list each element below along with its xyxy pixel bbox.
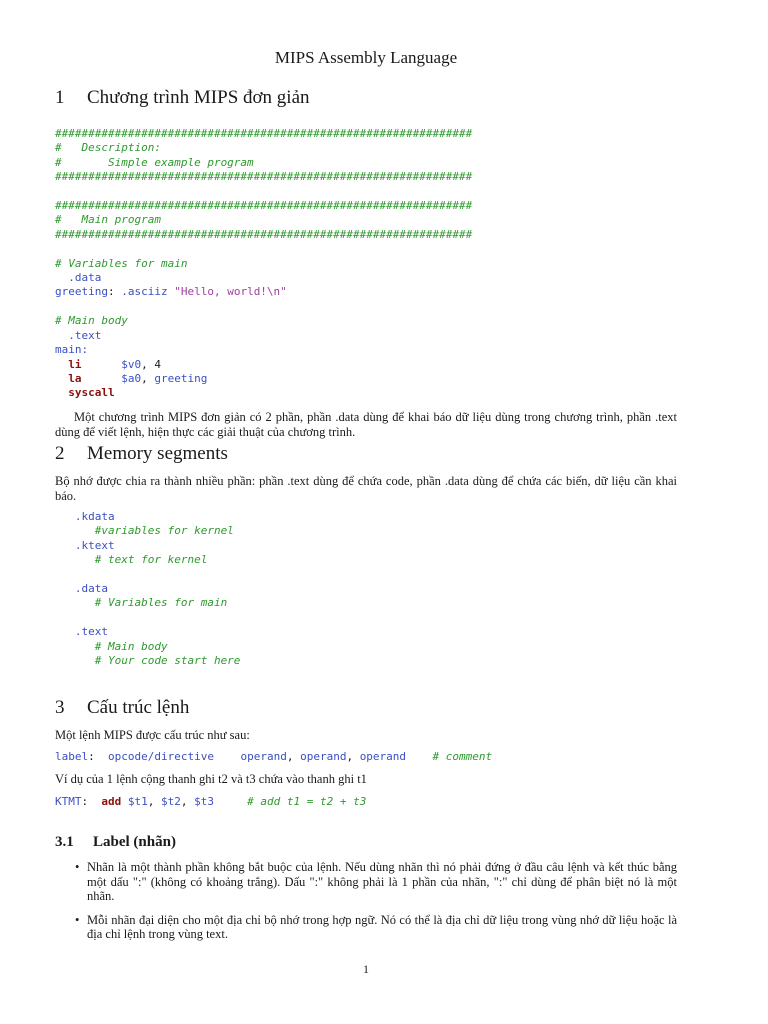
code-line-example: KTMT: add $t1, $t2, $t3 # add t1 = t2 + t3 (55, 795, 367, 808)
code-directive: .ktext (55, 538, 115, 552)
section-number: 1 (55, 87, 65, 108)
code-register: $a0 (121, 371, 142, 385)
section-1-heading (55, 87, 310, 109)
section-2-heading (55, 443, 228, 465)
section-title: Chương trình MIPS đơn giản (87, 87, 310, 108)
code-block-memory-segments (55, 510, 240, 668)
code-comment: #variables for kernel (55, 524, 234, 538)
code-comment: # Main body (55, 639, 168, 653)
paragraph-instruction-structure: Một lệnh MIPS được cấu trúc như sau: (55, 728, 250, 742)
bullet-icon: • (75, 860, 80, 874)
code-instruction: la (55, 371, 82, 385)
section-number: 2 (55, 443, 65, 464)
section-number: 3.1 (55, 834, 74, 850)
section-number: 3 (55, 697, 65, 718)
code-comment: # Your code start here (55, 654, 241, 668)
code-comment: ############################################################### (55, 127, 473, 140)
code-directive: .data (55, 271, 102, 285)
code-comment: # Description: (55, 141, 161, 155)
code-directive: .data (55, 582, 108, 596)
paragraph-memory-segments: Bộ nhớ được chia ra thành nhiều phần: phần .text dùng để chứa code, phần .data dùng để chứa các biến, dữ liệu cần khai báo. (55, 474, 677, 503)
code-block-simple-program: ############################################################### # Description: # Simple example program ############################################################### ############################################################### # Main program ############################################################### # Variables for main .data greeting: .asciiz "Hello, world!\n" # Main body .text main: li $v0, 4 la $a0, greeting syscall (55, 127, 473, 400)
paragraph-example: Ví dụ của 1 lệnh cộng thanh ghi t2 và t3 chứa vào thanh ghi t1 (55, 772, 367, 786)
code-comment: # add t1 = t2 + t3 (247, 795, 367, 808)
section-3-heading (55, 697, 189, 719)
code-operand: operand (300, 750, 347, 763)
code-operand: operand (359, 750, 407, 763)
section-title: Cấu trúc lệnh (87, 697, 190, 718)
code-instruction: add (101, 795, 122, 808)
code-string: "Hello, world!\n" (174, 285, 287, 299)
code-comment: ############################################################### (55, 170, 473, 184)
code-comment: # Main body (55, 314, 128, 328)
list-item: • Mỗi nhãn đại diện cho một địa chỉ bộ nhớ trong hợp ngữ. Nó có thể là địa chỉ dữ liệu trong vùng nhớ dữ liệu hoặc là địa chỉ lệnh trong vùng text. (75, 912, 677, 941)
label-bullet-list (55, 860, 677, 951)
code-register: $t3 (194, 795, 214, 808)
code-label-ref: greeting (154, 371, 208, 385)
bullet-icon: • (75, 912, 80, 927)
code-comment: # comment (432, 750, 493, 763)
code-instruction: li (55, 357, 82, 371)
code-label: main: (55, 343, 89, 357)
code-comment: # Main program (55, 213, 161, 227)
code-register: $v0 (121, 357, 142, 371)
code-directive: .asciiz (114, 285, 175, 299)
document-title: MIPS Assembly Language (274, 48, 458, 67)
subsection-3-1-heading (55, 834, 176, 851)
section-title: Memory segments (87, 443, 228, 464)
code-directive: .kdata (55, 510, 115, 523)
code-opcode: opcode/directive (108, 750, 214, 763)
code-line-structure: label: opcode/directive operand, operand, operand # comment (55, 750, 493, 763)
code-comment: # Variables for main (55, 596, 228, 610)
code-comment: ############################################################### (55, 199, 473, 213)
section-title: Label (nhãn) (93, 834, 176, 850)
page-number: 1 (363, 962, 369, 976)
code-instruction: syscall (55, 386, 115, 400)
code-label: label (55, 750, 89, 763)
code-label: greeting (55, 285, 108, 299)
code-register: $t2 (161, 795, 181, 808)
code-comment: ############################################################### (55, 227, 473, 241)
code-directive: .text (55, 328, 102, 342)
paragraph-simple-program: Một chương trình MIPS đơn giản có 2 phần, phần .data dùng để khai báo dữ liệu dùng trong chương trình, phần .text dùng để viết lệnh, hiện thực các giải thuật của chương trình. (55, 410, 677, 439)
list-item: • Nhãn là một thành phần không bắt buộc của lệnh. Nếu dùng nhãn thì nó phải đứng ở đầu câu lệnh và kết thúc bằng một dấu ":" (không có khoảng trắng). Dấu ":" không phải là 1 phần của nhãn, ":" chỉ dùng để phân biệt nó là một nhãn. (75, 860, 677, 903)
code-comment: # text for kernel (55, 553, 208, 567)
code-directive: .text (55, 625, 108, 639)
code-register: $t1 (127, 795, 148, 808)
code-comment: # Variables for main (55, 256, 188, 270)
code-operand: operand (240, 750, 287, 763)
code-label: KTMT (55, 795, 82, 808)
code-comment: # Simple example program (55, 155, 254, 169)
